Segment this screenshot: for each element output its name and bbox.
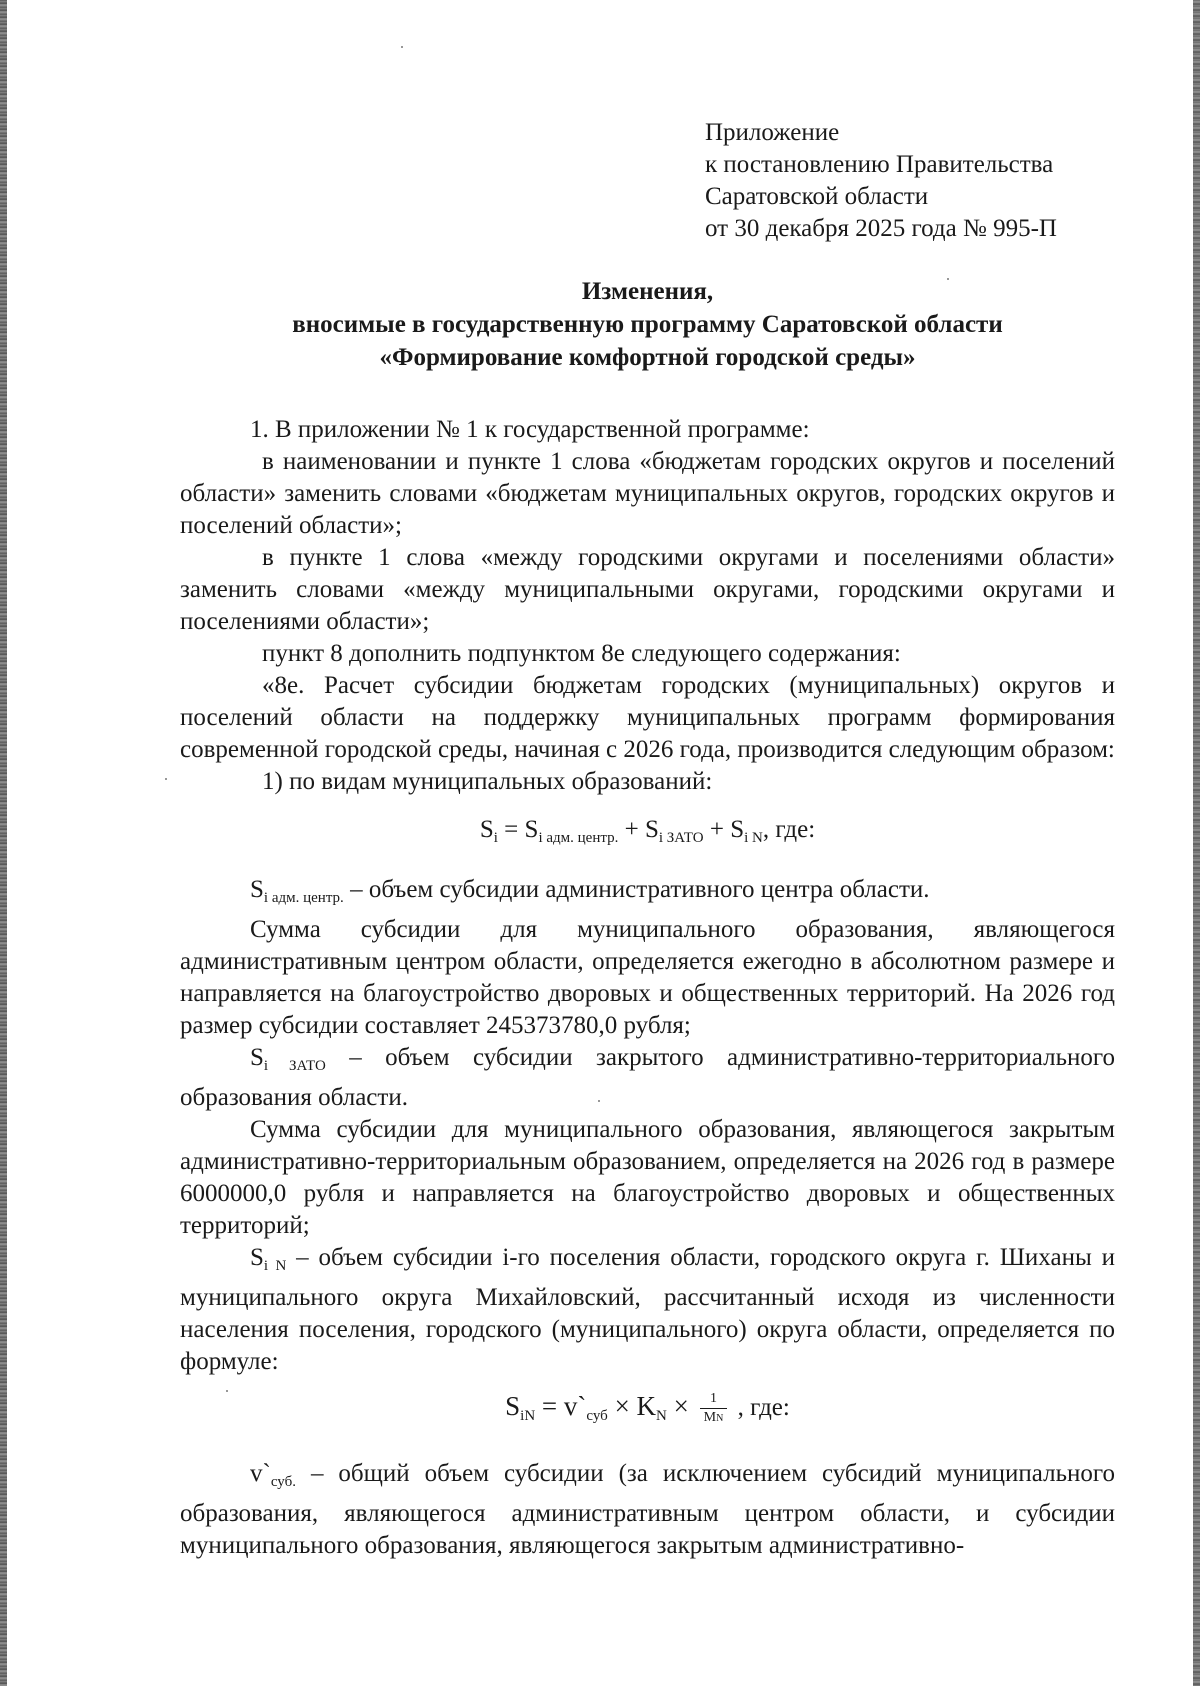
appendix-line: Саратовской области: [705, 183, 929, 210]
scan-edge-left: [0, 0, 7, 1686]
paragraph: $v`_{суб.}$ – общий объем субсидии (за исключением субсидий муниципального образования, являющегося административным центром области, и субсидии муниципального образования, являющегося закрытым административно-: [180, 1460, 1115, 1560]
paragraph: 1. В приложении № 1 к государственной программе:: [250, 416, 810, 443]
fraction: $\frac{1}{MN}$: [700, 1390, 728, 1428]
document-title: [180, 275, 1115, 374]
scan-speck: [165, 778, 167, 780]
paragraph: в пункте 1 слова «между городскими округами и поселениями области» заменить словами «между муниципальными округами, городскими округами и поселениями области»;: [180, 544, 1115, 635]
paragraph: 1) по видам муниципальных образований:: [262, 768, 713, 795]
paragraph: Сумма субсидии для муниципального образования, являющегося административным центром области, определяется ежегодно в абсолютном размере и направляется на благоустройство дворовых и общественных территорий. На 2026 год размер субсидии составляет 245373780,0 рубля;: [180, 916, 1115, 1039]
paragraph: в наименовании и пункте 1 слова «бюджетам городских округов и поселений области» заменить словами «бюджетам муниципальных округов, городских округов и поселений области»;: [180, 448, 1115, 539]
scan-speck: [401, 46, 403, 48]
formula-total-subsidy: $S_i = S_{i адм. центр.} + S_{i ЗАТО} + S_{i N}$, где:: [479, 816, 816, 846]
paragraph: $S_{i N}$ – объем субсидии i-го поселения области, городского округа г. Шиханы и муниципального округа Михайловский, рассчитанный исходя из численности населения поселения, городского (муниципального) округа области, определяется по формуле:: [180, 1244, 1115, 1375]
formula-settlement-subsidy: $S_{iN}$ = $v`_{суб} \times K_N$ × $\frac{1}{MN}$ , где:: [180, 1390, 1115, 1432]
title-line: вносимые в государственную программу Саратовской области: [292, 311, 1003, 338]
appendix-line: к постановлению Правительства: [705, 151, 1054, 178]
appendix-line: Приложение: [705, 119, 840, 146]
paragraph: $S_{i адм. центр.}$ – объем субсидии административного центра области.: [250, 876, 930, 906]
paragraph: «8е. Расчет субсидии бюджетам городских (муниципальных) округов и поселений области на поддержку муниципальных программ формирования современной городской среды, начиная с 2026 года, производится следующим образом:: [180, 672, 1115, 763]
appendix-line: от 30 декабря 2025 года № 995-П: [705, 215, 1057, 242]
paragraph: пункт 8 дополнить подпунктом 8е следующего содержания:: [262, 640, 901, 667]
title-line: «Формирование комфортной городской среды»: [379, 344, 916, 371]
scan-edge-right: [1193, 0, 1200, 1686]
paragraph: Сумма субсидии для муниципального образования, являющегося закрытым административно-территориальным образованием, определяется на 2026 год в размере 6000000,0 рубля и направляется на благоустройство дворовых и общественных территорий;: [180, 1116, 1115, 1239]
document-body: [180, 414, 1115, 1562]
appendix-header: [705, 117, 1057, 245]
title-line: Изменения,: [581, 278, 714, 305]
paragraph: $S_{i ЗАТО}$ – объем субсидии закрытого административно-территориального образования области.: [180, 1044, 1115, 1111]
